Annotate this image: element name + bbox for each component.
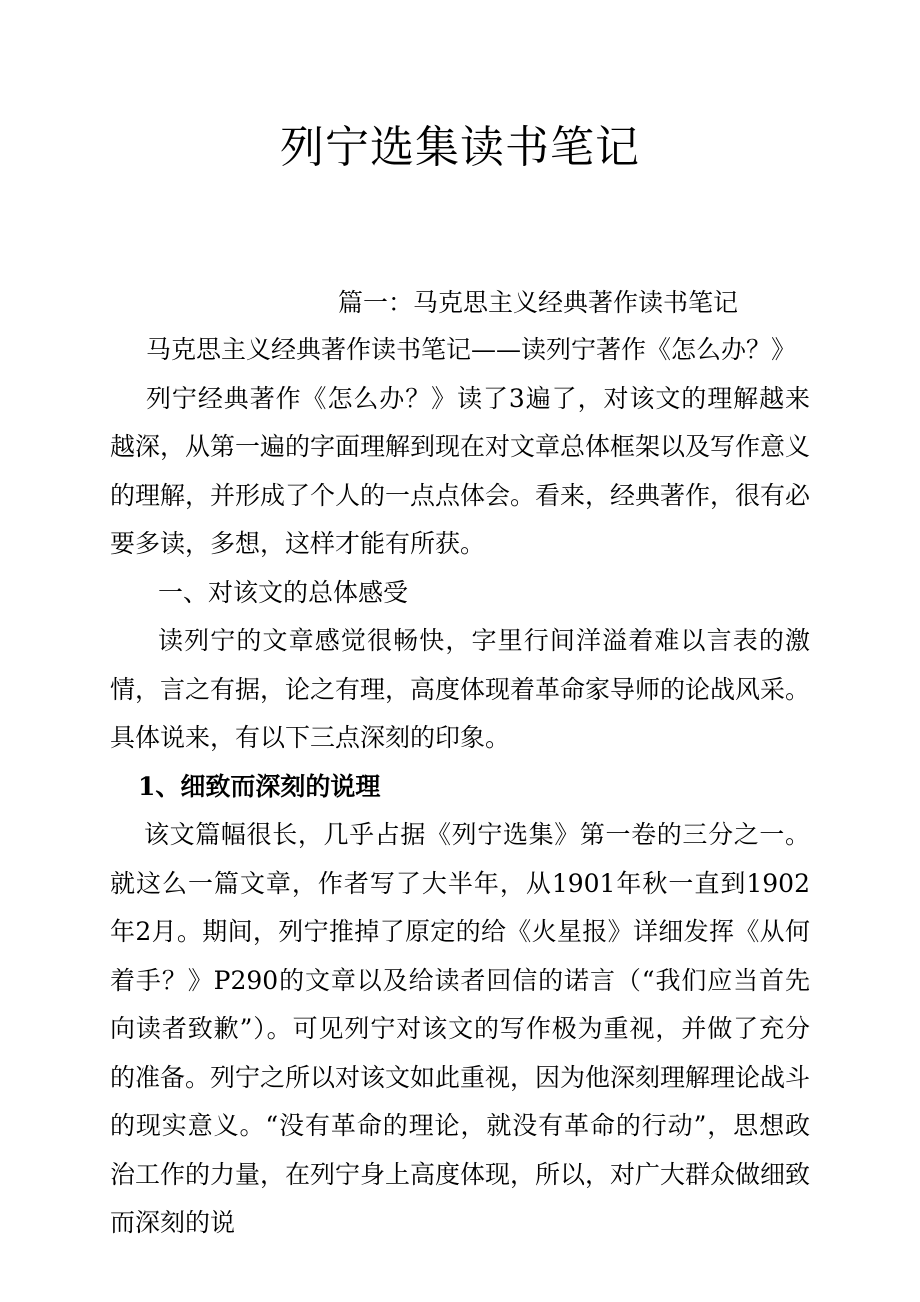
section-heading-1: 一、对该文的总体感受	[158, 577, 409, 607]
subsection-heading-1: 1、细致而深刻的说理	[138, 771, 381, 801]
paragraph: 列宁经典著作《怎么办？》读了3遍了，对该文的理解越来越深，从第一遍的字面理解到现在对文章总体框架以及写作意义的理解，并形成了个人的一点点体会。看来，经典著作，很有必要多读，多想，这样才能有所获。	[110, 383, 811, 558]
paragraph-intro-title: 马克思主义经典著作读书笔记——读列宁著作《怎么办？》	[146, 335, 797, 364]
paragraph: 读列宁的文章感觉很畅快，字里行间洋溢着难以言表的激情，言之有据，论之有理，高度体现着革命家导师的论战风采。具体说来，有以下三点深刻的印象。	[110, 626, 811, 752]
section-heading: 篇一：马克思主义经典著作读书笔记	[338, 288, 739, 317]
document-body	[110, 326, 810, 1248]
document-title: 列宁选集读书笔记	[280, 122, 640, 173]
paragraph: 该文篇幅很长，几乎占据《列宁选集》第一卷的三分之一。就这么一篇文章，作者写了大半年，从1901年秋一直到1902年2月。期间，列宁推掉了原定的给《火星报》详细发挥《从何着手？》P290的文章以及给读者回信的诺言（“我们应当首先向读者致歉”）。可见列宁对该文的写作极为重视，并做了充分的准备。列宁之所以对该文如此重视，因为他深刻理解理论战斗的现实意义。“没有革命的理论，就没有革命的行动”，思想政治工作的力量，在列宁身上高度体现，所以，对广大群众做细致而深刻的说	[110, 820, 811, 1237]
